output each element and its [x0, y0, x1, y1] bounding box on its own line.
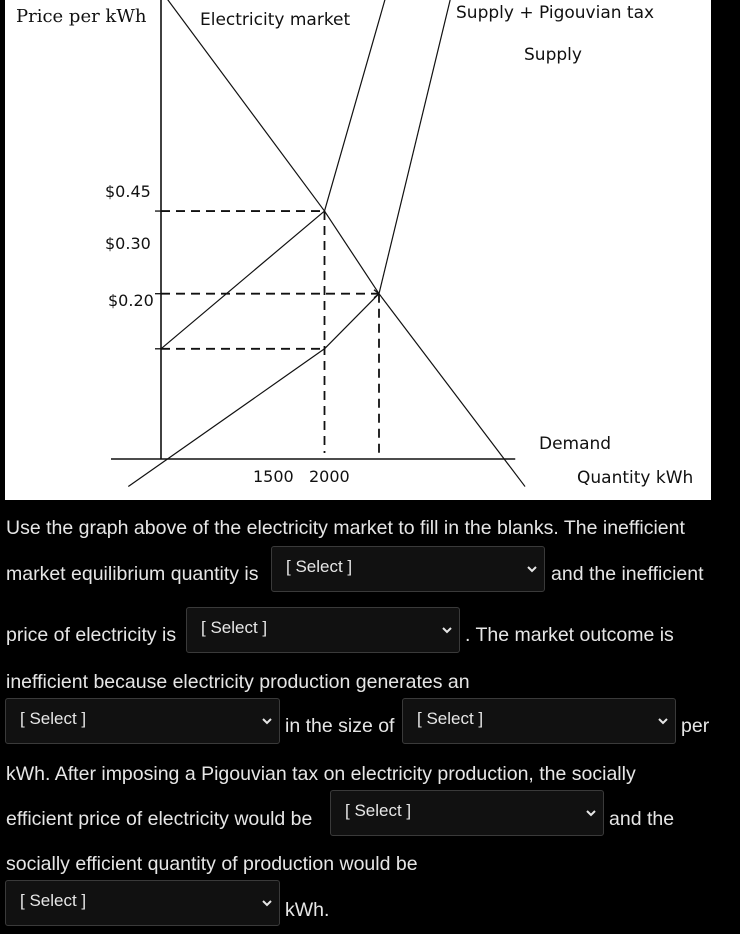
chevron-down-icon: [657, 716, 669, 726]
y-tick-045: $0.45: [105, 182, 151, 201]
quantity-inefficient-dropdown[interactable]: [271, 546, 545, 592]
question-line-7a: efficient price of electricity would be: [6, 808, 313, 830]
dropdown-value: [ Select ]: [417, 709, 484, 728]
demand-label: Demand: [539, 434, 612, 454]
chevron-down-icon: [261, 716, 273, 726]
chevron-down-icon: [261, 898, 273, 908]
question-line-2a: market equilibrium quantity is: [6, 563, 259, 585]
demand-line-seg-1: [325, 211, 380, 294]
dropdown-value: [ Select ]: [345, 801, 412, 820]
question-line-2b: and the inefficient: [551, 563, 704, 585]
question-line-7b: and the: [609, 808, 675, 830]
supply-line-seg-0: [128, 349, 324, 487]
price-inefficient-dropdown[interactable]: [186, 607, 460, 653]
dropdown-value: [ Select ]: [20, 709, 87, 728]
dropdown-value: [ Select ]: [20, 891, 87, 910]
chevron-down-icon: [526, 564, 538, 574]
y-tick-020: $0.20: [108, 291, 154, 310]
x-axis-label: Quantity kWh: [577, 468, 694, 488]
supply-pigouvian-tax-line-seg-0: [161, 211, 325, 349]
question-line-5a: in the size of: [285, 715, 395, 737]
y-tick-030: $0.30: [105, 234, 151, 253]
chevron-down-icon: [441, 625, 453, 635]
supply-line-seg-2: [379, 0, 510, 294]
question-line-1: Use the graph above of the electricity market to fill in the blanks. The inefficient: [6, 517, 685, 539]
question-line-5b: per: [681, 715, 710, 737]
chart-svg: [5, 0, 711, 500]
demand-line-seg-0: [161, 0, 325, 211]
question-line-9b: kWh.: [285, 899, 330, 921]
externality-type-dropdown[interactable]: [5, 698, 280, 744]
electricity-market-graph: [5, 0, 711, 500]
supply-label: Supply: [524, 45, 582, 65]
question-line-8: socially efficient quantity of production would be: [6, 853, 418, 875]
externality-size-dropdown[interactable]: [402, 698, 676, 744]
y-axis-label: Price per kWh: [16, 6, 147, 27]
chart-title: Electricity market: [200, 10, 351, 30]
demand-line-seg-2: [379, 294, 525, 487]
chevron-down-icon: [585, 808, 597, 818]
quantity-efficient-dropdown[interactable]: [5, 880, 280, 926]
dropdown-value: [ Select ]: [201, 618, 268, 637]
question-line-4: inefficient because electricity production generates an: [6, 671, 470, 693]
x-tick-1500: 1500: [253, 467, 294, 486]
supply-line-seg-1: [325, 294, 380, 349]
price-efficient-dropdown[interactable]: [330, 790, 604, 836]
x-tick-2000: 2000: [309, 467, 350, 486]
question-line-6: kWh. After imposing a Pigouvian tax on electricity production, the socially: [6, 763, 636, 785]
supply-pigouvian-tax-line-seg-1: [325, 0, 456, 211]
question-line-3a: price of electricity is: [6, 624, 177, 646]
question-line-3b: . The market outcome is: [465, 624, 674, 646]
dropdown-value: [ Select ]: [286, 557, 353, 576]
supply-tax-label: Supply + Pigouvian tax: [456, 3, 655, 23]
